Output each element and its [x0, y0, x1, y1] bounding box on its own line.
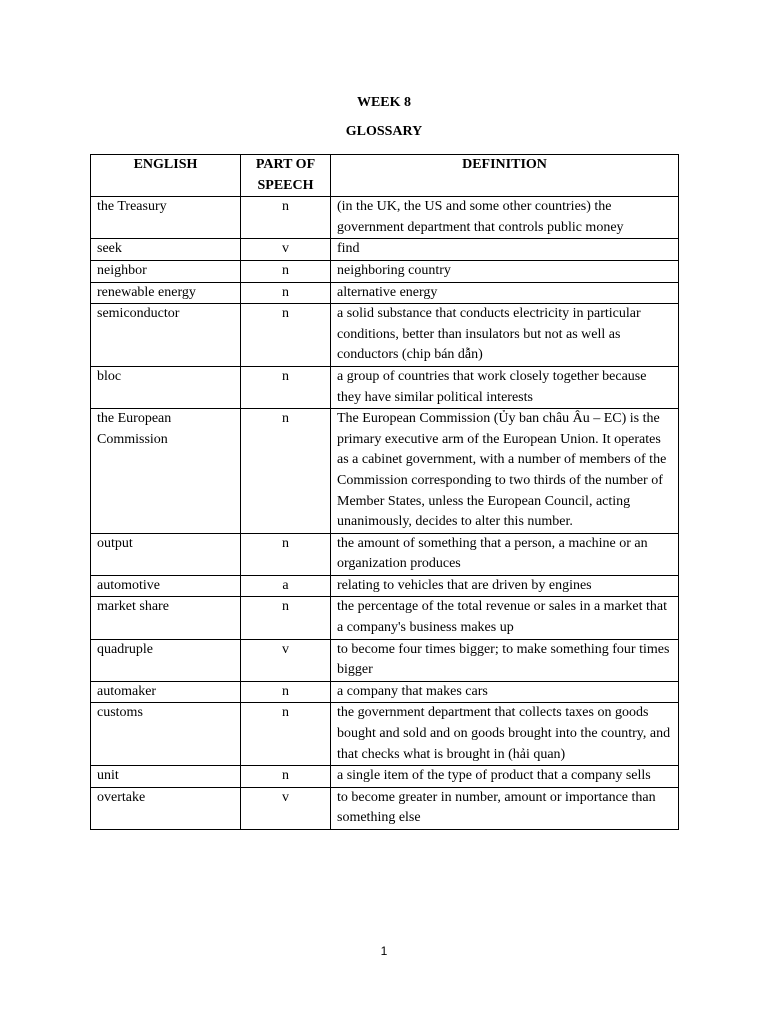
glossary-title: GLOSSARY: [345, 124, 423, 139]
table-row: [91, 787, 679, 829]
part-of-speech-cell: v: [241, 787, 331, 829]
column-header-part-of-speech: PART OF SPEECH: [241, 155, 331, 197]
glossary-table: [90, 154, 679, 830]
column-header-english: ENGLISH: [91, 155, 241, 197]
part-of-speech-cell: a: [241, 575, 331, 597]
term-cell: semiconductor: [91, 304, 241, 367]
part-of-speech-cell: n: [241, 703, 331, 766]
term-cell: renewable energy: [91, 282, 241, 304]
table-row: [91, 197, 679, 239]
glossary-body: [91, 197, 679, 830]
part-of-speech-cell: n: [241, 681, 331, 703]
term-cell: automotive: [91, 575, 241, 597]
definition-cell: a company that makes cars: [331, 681, 679, 703]
table-row: [91, 366, 679, 408]
definition-cell: neighboring country: [331, 260, 679, 282]
table-row: [91, 766, 679, 788]
table-row: [91, 639, 679, 681]
part-of-speech-cell: n: [241, 533, 331, 575]
part-of-speech-cell: v: [241, 239, 331, 261]
part-of-speech-cell: n: [241, 409, 331, 534]
term-cell: the European Commission: [91, 409, 241, 534]
table-row: [91, 533, 679, 575]
term-cell: output: [91, 533, 241, 575]
part-of-speech-cell: n: [241, 304, 331, 367]
term-cell: overtake: [91, 787, 241, 829]
term-cell: customs: [91, 703, 241, 766]
table-header-row: [91, 155, 679, 197]
page-number: 1: [380, 944, 388, 958]
term-cell: bloc: [91, 366, 241, 408]
table-row: [91, 597, 679, 639]
part-of-speech-cell: n: [241, 366, 331, 408]
week-title: WEEK 8: [356, 95, 412, 110]
definition-cell: alternative energy: [331, 282, 679, 304]
definition-cell: the percentage of the total revenue or sales in a market that a company's business makes up: [331, 597, 679, 639]
term-cell: neighbor: [91, 260, 241, 282]
table-row: [91, 575, 679, 597]
term-cell: the Treasury: [91, 197, 241, 239]
part-of-speech-cell: n: [241, 197, 331, 239]
definition-cell: to become four times bigger; to make something four times bigger: [331, 639, 679, 681]
table-row: [91, 409, 679, 534]
definition-cell: The European Commission (Ủy ban châu Âu – EC) is the primary executive arm of the European Union. It operates as a cabinet government, with a number of members of the Commission corresponding to two thirds of the number of Member States, unless the European Council, acting unanimously, decides to alter this number.: [331, 409, 679, 534]
term-cell: seek: [91, 239, 241, 261]
term-cell: automaker: [91, 681, 241, 703]
part-of-speech-cell: n: [241, 260, 331, 282]
part-of-speech-cell: v: [241, 639, 331, 681]
table-row: [91, 703, 679, 766]
term-cell: quadruple: [91, 639, 241, 681]
term-cell: unit: [91, 766, 241, 788]
table-row: [91, 282, 679, 304]
table-row: [91, 260, 679, 282]
definition-cell: the government department that collects taxes on goods bought and sold and on goods brought into the country, and that checks what is brought in (hải quan): [331, 703, 679, 766]
definition-cell: relating to vehicles that are driven by engines: [331, 575, 679, 597]
term-cell: market share: [91, 597, 241, 639]
definition-cell: a single item of the type of product that a company sells: [331, 766, 679, 788]
definition-cell: to become greater in number, amount or importance than something else: [331, 787, 679, 829]
table-row: [91, 304, 679, 367]
definition-cell: a solid substance that conducts electricity in particular conditions, better than insulators but not as well as conductors (chip bán dẫn): [331, 304, 679, 367]
part-of-speech-cell: n: [241, 282, 331, 304]
part-of-speech-cell: n: [241, 597, 331, 639]
definition-cell: a group of countries that work closely together because they have similar political interests: [331, 366, 679, 408]
column-header-definition: DEFINITION: [331, 155, 679, 197]
definition-cell: (in the UK, the US and some other countries) the government department that controls public money: [331, 197, 679, 239]
part-of-speech-cell: n: [241, 766, 331, 788]
definition-cell: find: [331, 239, 679, 261]
table-row: [91, 239, 679, 261]
definition-cell: the amount of something that a person, a machine or an organization produces: [331, 533, 679, 575]
table-row: [91, 681, 679, 703]
